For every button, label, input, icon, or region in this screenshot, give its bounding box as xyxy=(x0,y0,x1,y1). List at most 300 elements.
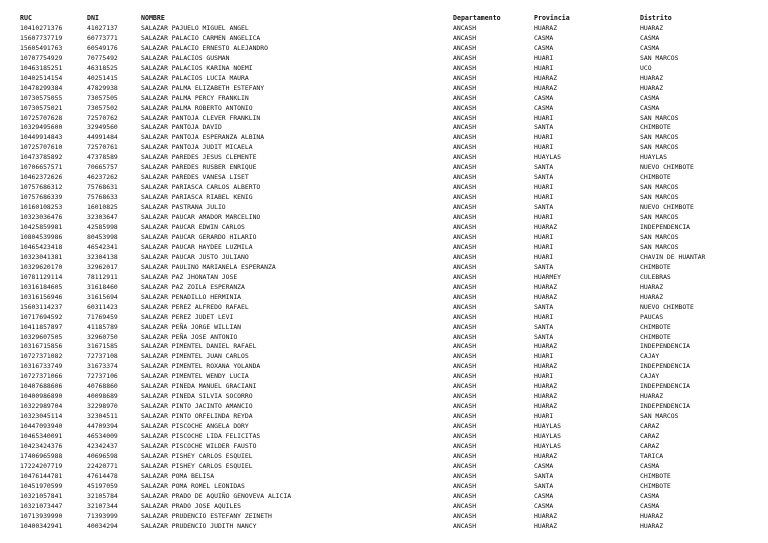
dni-cell: 32304138 xyxy=(87,252,118,261)
ruc-cell: 10407688606 xyxy=(20,382,63,391)
provincia-cell: HUARAZ xyxy=(534,223,558,232)
nombre-cell: SALAZAR PAUCAR HAYDEE LUZMILA xyxy=(141,242,253,251)
distrito-cell: CARAZ xyxy=(640,422,660,431)
dni-cell: 46534009 xyxy=(87,432,118,441)
dni-cell: 40034294 xyxy=(87,521,118,530)
departamento-cell: ANCASH xyxy=(453,332,477,341)
nombre-cell: SALAZAR PANTOJA ESPERANZA ALBINA xyxy=(141,133,265,142)
provincia-cell: HUARAZ xyxy=(534,362,558,371)
provincia-cell: HUARI xyxy=(534,143,554,152)
header-dni: DNI xyxy=(87,14,99,22)
table-row xyxy=(20,522,750,532)
table-row xyxy=(20,323,750,333)
ruc-cell: 10725707610 xyxy=(20,143,63,152)
table-row xyxy=(20,472,750,482)
nombre-cell: SALAZAR PAUCAR GERARDO HILARIO xyxy=(141,232,257,241)
ruc-cell: 10465423418 xyxy=(20,242,63,251)
provincia-cell: HUARI xyxy=(534,113,554,122)
departamento-cell: ANCASH xyxy=(453,113,477,122)
provincia-cell: HUAYLAS xyxy=(534,432,561,441)
dni-cell: 60773771 xyxy=(87,33,118,42)
departamento-cell: ANCASH xyxy=(453,302,477,311)
table-row xyxy=(20,84,750,94)
table-row xyxy=(20,173,750,183)
table-row xyxy=(20,342,750,352)
departamento-cell: ANCASH xyxy=(453,33,477,42)
departamento-cell: ANCASH xyxy=(453,342,477,351)
ruc-cell: 10411857897 xyxy=(20,322,63,331)
table-row xyxy=(20,193,750,203)
provincia-cell: SANTA xyxy=(534,163,554,172)
distrito-cell: SAN MARCOS xyxy=(640,213,679,222)
nombre-cell: SALAZAR PINEDA SILVIA SOCORRO xyxy=(141,392,253,401)
ruc-cell: 10463185251 xyxy=(20,63,63,72)
nombre-cell: SALAZAR PAJUELO MIGUEL ANGEL xyxy=(141,23,249,32)
dni-cell: 44709394 xyxy=(87,422,118,431)
ruc-cell: 10329620170 xyxy=(20,262,63,271)
nombre-cell: SALAZAR PISHEY CARLOS ESQUIEL xyxy=(141,461,253,470)
provincia-cell: SANTA xyxy=(534,481,554,490)
nombre-cell: SALAZAR PAUCAR EDWIN CARLOS xyxy=(141,223,245,232)
distrito-cell: CAJAY xyxy=(640,352,660,361)
ruc-cell: 10447093940 xyxy=(20,422,63,431)
dni-cell: 32105784 xyxy=(87,491,118,500)
provincia-cell: CASMA xyxy=(534,43,554,52)
header-row xyxy=(20,14,750,24)
departamento-cell: ANCASH xyxy=(453,53,477,62)
ruc-cell: 10473785892 xyxy=(20,153,63,162)
nombre-cell: SALAZAR PIMENTEL ROXANA YOLANDA xyxy=(141,362,261,371)
ruc-cell: 10730575055 xyxy=(20,93,63,102)
departamento-cell: ANCASH xyxy=(453,511,477,520)
ruc-cell: 10402514154 xyxy=(20,73,63,82)
ruc-cell: 10423424376 xyxy=(20,441,63,450)
nombre-cell: SALAZAR PALMA PERCY FRANKLIN xyxy=(141,93,249,102)
departamento-cell: ANCASH xyxy=(453,262,477,271)
provincia-cell: SANTA xyxy=(534,332,554,341)
departamento-cell: ANCASH xyxy=(453,93,477,102)
ruc-cell: 10321073447 xyxy=(20,501,63,510)
dni-cell: 40251415 xyxy=(87,73,118,82)
nombre-cell: SALAZAR PALMA ROBERTO ANTONIO xyxy=(141,103,253,112)
header-provincia: Provincia xyxy=(534,14,570,22)
departamento-cell: ANCASH xyxy=(453,441,477,450)
table-row xyxy=(20,133,750,143)
nombre-cell: SALAZAR PINEDA MANUEL GRACIANI xyxy=(141,382,257,391)
dni-cell: 60311423 xyxy=(87,302,118,311)
provincia-cell: HUARI xyxy=(534,63,554,72)
dni-cell: 80453998 xyxy=(87,232,118,241)
distrito-cell: CASMA xyxy=(640,491,660,500)
provincia-cell: HUARAZ xyxy=(534,382,558,391)
provincia-cell: HUARAZ xyxy=(534,73,558,82)
distrito-cell: PAUCAS xyxy=(640,312,664,321)
distrito-cell: CULEBRAS xyxy=(640,272,671,281)
nombre-cell: SALAZAR PEÑA JORGE WILLIAN xyxy=(141,322,242,331)
nombre-cell: SALAZAR PALACIOS LUCIA MAURA xyxy=(141,73,249,82)
nombre-cell: SALAZAR PEÑA JOSE ANTONIO xyxy=(141,332,238,341)
table-row xyxy=(20,512,750,522)
nombre-cell: SALAZAR PEREZ ALFREDO RAFAEL xyxy=(141,302,249,311)
ruc-cell: 15605491763 xyxy=(20,43,63,52)
table-row xyxy=(20,283,750,293)
provincia-cell: HUARI xyxy=(534,352,554,361)
departamento-cell: ANCASH xyxy=(453,372,477,381)
distrito-cell: HUARAZ xyxy=(640,282,664,291)
distrito-cell: NUEVO CHIMBOTE xyxy=(640,163,694,172)
nombre-cell: SALAZAR PINTO ORFELINDA REYDA xyxy=(141,412,253,421)
dni-cell: 46542341 xyxy=(87,242,118,251)
dni-cell: 60549176 xyxy=(87,43,118,52)
departamento-cell: ANCASH xyxy=(453,103,477,112)
distrito-cell: HUARAZ xyxy=(640,392,664,401)
departamento-cell: ANCASH xyxy=(453,481,477,490)
nombre-cell: SALAZAR PAUCAR JUSTO JULIANO xyxy=(141,252,249,261)
provincia-cell: SANTA xyxy=(534,322,554,331)
provincia-cell: SANTA xyxy=(534,471,554,480)
dni-cell: 41027137 xyxy=(87,23,118,32)
provincia-cell: HUARI xyxy=(534,412,554,421)
dni-cell: 32962017 xyxy=(87,262,118,271)
ruc-cell: 10757686339 xyxy=(20,193,63,202)
dni-cell: 40696598 xyxy=(87,451,118,460)
distrito-cell: CASMA xyxy=(640,461,660,470)
distrito-cell: CASMA xyxy=(640,33,660,42)
provincia-cell: SANTA xyxy=(534,173,554,182)
departamento-cell: ANCASH xyxy=(453,501,477,510)
departamento-cell: ANCASH xyxy=(453,153,477,162)
distrito-cell: CHIMBOTE xyxy=(640,322,671,331)
departamento-cell: ANCASH xyxy=(453,402,477,411)
dni-cell: 72570762 xyxy=(87,113,118,122)
table-row xyxy=(20,352,750,362)
departamento-cell: ANCASH xyxy=(453,183,477,192)
distrito-cell: SAN MARCOS xyxy=(640,242,679,251)
departamento-cell: ANCASH xyxy=(453,163,477,172)
provincia-cell: HUARAZ xyxy=(534,342,558,351)
nombre-cell: SALAZAR PAREDES VANESA LISET xyxy=(141,173,249,182)
departamento-cell: ANCASH xyxy=(453,73,477,82)
distrito-cell: INDEPENDENCIA xyxy=(640,402,691,411)
provincia-cell: HUARI xyxy=(534,213,554,222)
nombre-cell: SALAZAR PINTO JACINTO AMANCIO xyxy=(141,402,253,411)
departamento-cell: ANCASH xyxy=(453,352,477,361)
provincia-cell: CASMA xyxy=(534,103,554,112)
ruc-cell: 10160108253 xyxy=(20,203,63,212)
provincia-cell: HUAYLAS xyxy=(534,153,561,162)
nombre-cell: SALAZAR PISCOCHE ANGELA DORY xyxy=(141,422,249,431)
provincia-cell: HUARAZ xyxy=(534,392,558,401)
distrito-cell: SAN MARCOS xyxy=(640,412,679,421)
distrito-cell: HUARAZ xyxy=(640,511,664,520)
departamento-cell: ANCASH xyxy=(453,133,477,142)
dni-cell: 41185789 xyxy=(87,322,118,331)
distrito-cell: CHAVIN DE HUANTAR xyxy=(640,252,706,261)
table-row xyxy=(20,432,750,442)
provincia-cell: HUARI xyxy=(534,183,554,192)
provincia-cell: HUARI xyxy=(534,53,554,62)
ruc-cell: 17224207719 xyxy=(20,461,63,470)
distrito-cell: SAN MARCOS xyxy=(640,143,679,152)
distrito-cell: SAN MARCOS xyxy=(640,183,679,192)
table-row xyxy=(20,253,750,263)
provincia-cell: HUARAZ xyxy=(534,451,558,460)
dni-cell: 16010825 xyxy=(87,203,118,212)
dni-cell: 32303647 xyxy=(87,213,118,222)
departamento-cell: ANCASH xyxy=(453,432,477,441)
provincia-cell: HUARI xyxy=(534,252,554,261)
ruc-cell: 10717694592 xyxy=(20,312,63,321)
nombre-cell: SALAZAR PIMENTEL DANIEL RAFAEL xyxy=(141,342,257,351)
departamento-cell: ANCASH xyxy=(453,292,477,301)
ruc-cell: 10316184605 xyxy=(20,282,63,291)
distrito-cell: TARICA xyxy=(640,451,664,460)
table-row xyxy=(20,482,750,492)
table-row xyxy=(20,303,750,313)
ruc-cell: 10449914843 xyxy=(20,133,63,142)
ruc-cell: 10707754929 xyxy=(20,53,63,62)
table-row xyxy=(20,422,750,432)
table-row xyxy=(20,412,750,422)
distrito-cell: CHIMBOTE xyxy=(640,471,671,480)
distrito-cell: INDEPENDENCIA xyxy=(640,362,691,371)
table-row xyxy=(20,163,750,173)
provincia-cell: HUARAZ xyxy=(534,83,558,92)
dni-cell: 72570761 xyxy=(87,143,118,152)
ruc-cell: 10713939990 xyxy=(20,511,63,520)
departamento-cell: ANCASH xyxy=(453,63,477,72)
nombre-cell: SALAZAR PIMENTEL WENDY LUCIA xyxy=(141,372,249,381)
departamento-cell: ANCASH xyxy=(453,83,477,92)
provincia-cell: HUARAZ xyxy=(534,402,558,411)
nombre-cell: SALAZAR PRUDENCIO JUDITH NANCY xyxy=(141,521,257,530)
dni-cell: 32107344 xyxy=(87,501,118,510)
ruc-cell: 10462372626 xyxy=(20,173,63,182)
table-row xyxy=(20,34,750,44)
provincia-cell: CASMA xyxy=(534,33,554,42)
dni-cell: 47378589 xyxy=(87,153,118,162)
dni-cell: 72737106 xyxy=(87,372,118,381)
dni-cell: 31671585 xyxy=(87,342,118,351)
distrito-cell: CAJAY xyxy=(640,372,660,381)
dni-cell: 73057502 xyxy=(87,103,118,112)
departamento-cell: ANCASH xyxy=(453,491,477,500)
dni-cell: 40098689 xyxy=(87,392,118,401)
provincia-cell: CASMA xyxy=(534,501,554,510)
departamento-cell: ANCASH xyxy=(453,451,477,460)
table-row xyxy=(20,333,750,343)
departamento-cell: ANCASH xyxy=(453,173,477,182)
distrito-cell: SAN MARCOS xyxy=(640,133,679,142)
table-row xyxy=(20,54,750,64)
distrito-cell: INDEPENDENCIA xyxy=(640,223,691,232)
dni-cell: 32298970 xyxy=(87,402,118,411)
table-row xyxy=(20,462,750,472)
ruc-cell: 10725707628 xyxy=(20,113,63,122)
header-departamento: Departamento xyxy=(453,14,501,22)
distrito-cell: SAN MARCOS xyxy=(640,232,679,241)
departamento-cell: ANCASH xyxy=(453,471,477,480)
distrito-cell: NUEVO CHIMBOTE xyxy=(640,302,694,311)
table-row xyxy=(20,442,750,452)
dni-cell: 70665757 xyxy=(87,163,118,172)
distrito-cell: CHIMBOTE xyxy=(640,332,671,341)
dni-cell: 44991484 xyxy=(87,133,118,142)
ruc-cell: 10730575021 xyxy=(20,103,63,112)
provincia-cell: HUARI xyxy=(534,232,554,241)
distrito-cell: CHIMBOTE xyxy=(640,123,671,132)
departamento-cell: ANCASH xyxy=(453,382,477,391)
dni-cell: 32949560 xyxy=(87,123,118,132)
provincia-cell: CASMA xyxy=(534,93,554,102)
table-row xyxy=(20,502,750,512)
departamento-cell: ANCASH xyxy=(453,213,477,222)
nombre-cell: SALAZAR PALACIOS GUSMAN xyxy=(141,53,230,62)
table-row xyxy=(20,143,750,153)
table-row xyxy=(20,372,750,382)
distrito-cell: HUARAZ xyxy=(640,83,664,92)
ruc-cell: 15607737719 xyxy=(20,33,63,42)
dni-cell: 47829938 xyxy=(87,83,118,92)
provincia-cell: HUARAZ xyxy=(534,23,558,32)
dni-cell: 46237262 xyxy=(87,173,118,182)
ruc-cell: 10400986890 xyxy=(20,392,63,401)
table-row xyxy=(20,183,750,193)
departamento-cell: ANCASH xyxy=(453,123,477,132)
nombre-cell: SALAZAR POMA BELISA xyxy=(141,471,215,480)
departamento-cell: ANCASH xyxy=(453,203,477,212)
provincia-cell: CASMA xyxy=(534,491,554,500)
distrito-cell: HUARAZ xyxy=(640,292,664,301)
provincia-cell: SANTA xyxy=(534,262,554,271)
dni-cell: 31615694 xyxy=(87,292,118,301)
header-distrito: Distrito xyxy=(640,14,672,22)
dni-cell: 71769459 xyxy=(87,312,118,321)
departamento-cell: ANCASH xyxy=(453,362,477,371)
table-row xyxy=(20,24,750,34)
provincia-cell: HUARAZ xyxy=(534,282,558,291)
distrito-cell: CARAZ xyxy=(640,441,660,450)
provincia-cell: HUARMEY xyxy=(534,272,561,281)
provincia-cell: SANTA xyxy=(534,302,554,311)
distrito-cell: CARAZ xyxy=(640,432,660,441)
provincia-cell: HUARI xyxy=(534,242,554,251)
nombre-cell: SALAZAR PAREDES JESUS CLEMENTE xyxy=(141,153,257,162)
ruc-cell: 10410271376 xyxy=(20,23,63,32)
provincia-cell: HUARI xyxy=(534,372,554,381)
nombre-cell: SALAZAR PAZ JHONATAN JOSE xyxy=(141,272,238,281)
table-row xyxy=(20,114,750,124)
departamento-cell: ANCASH xyxy=(453,43,477,52)
nombre-cell: SALAZAR PANTOJA DAVID xyxy=(141,123,222,132)
nombre-cell: SALAZAR PASTRANA JULIO xyxy=(141,203,226,212)
nombre-cell: SALAZAR PARIASCA RIABEL KENIG xyxy=(141,193,253,202)
distrito-cell: CHIMBOTE xyxy=(640,262,671,271)
distrito-cell: HUARAZ xyxy=(640,73,664,82)
nombre-cell: SALAZAR PAZ ZOILA ESPERANZA xyxy=(141,282,245,291)
provincia-cell: SANTA xyxy=(534,203,554,212)
ruc-cell: 10706657571 xyxy=(20,163,63,172)
nombre-cell: SALAZAR PAULINO MARIANELA ESPERANZA xyxy=(141,262,276,271)
departamento-cell: ANCASH xyxy=(453,412,477,421)
table-row xyxy=(20,392,750,402)
dni-cell: 22420771 xyxy=(87,461,118,470)
nombre-cell: SALAZAR PAUCAR AMADOR MARCELINO xyxy=(141,213,261,222)
ruc-cell: 10451970599 xyxy=(20,481,63,490)
dni-cell: 40768860 xyxy=(87,382,118,391)
departamento-cell: ANCASH xyxy=(453,272,477,281)
table-row xyxy=(20,293,750,303)
provincia-cell: HUAYLAS xyxy=(534,441,561,450)
departamento-cell: ANCASH xyxy=(453,23,477,32)
ruc-cell: 17406965988 xyxy=(20,451,63,460)
nombre-cell: SALAZAR PISCOCHE WILDER FAUSTO xyxy=(141,441,257,450)
dni-cell: 42342437 xyxy=(87,441,118,450)
distrito-cell: HUARAZ xyxy=(640,23,664,32)
dni-cell: 46318525 xyxy=(87,63,118,72)
nombre-cell: SALAZAR PISHEY CARLOS ESQUIEL xyxy=(141,451,253,460)
nombre-cell: SALAZAR PRADO JOSE AQUILES xyxy=(141,501,242,510)
table-body xyxy=(20,24,750,532)
nombre-cell: SALAZAR PANTOJA CLEVER FRANKLIN xyxy=(141,113,261,122)
departamento-cell: ANCASH xyxy=(453,143,477,152)
ruc-cell: 10316156946 xyxy=(20,292,63,301)
nombre-cell: SALAZAR PENADILLO HERMINIA xyxy=(141,292,242,301)
ruc-cell: 10329495600 xyxy=(20,123,63,132)
ruc-cell: 10323036476 xyxy=(20,213,63,222)
departamento-cell: ANCASH xyxy=(453,223,477,232)
distrito-cell: INDEPENDENCIA xyxy=(640,342,691,351)
provincia-cell: HUARI xyxy=(534,312,554,321)
table-row xyxy=(20,94,750,104)
table-row xyxy=(20,243,750,253)
dni-cell: 70775492 xyxy=(87,53,118,62)
distrito-cell: SAN MARCOS xyxy=(640,53,679,62)
distrito-cell: CHIMBOTE xyxy=(640,173,671,182)
departamento-cell: ANCASH xyxy=(453,282,477,291)
header-ruc: RUC xyxy=(20,14,32,22)
ruc-cell: 15603114237 xyxy=(20,302,63,311)
table-row xyxy=(20,313,750,323)
dni-cell: 47614478 xyxy=(87,471,118,480)
provincia-cell: HUAYLAS xyxy=(534,422,561,431)
dni-cell: 75768633 xyxy=(87,193,118,202)
distrito-cell: SAN MARCOS xyxy=(640,193,679,202)
departamento-cell: ANCASH xyxy=(453,193,477,202)
ruc-cell: 10400342941 xyxy=(20,521,63,530)
nombre-cell: SALAZAR PIMENTEL JUAN CARLOS xyxy=(141,352,249,361)
departamento-cell: ANCASH xyxy=(453,322,477,331)
table-row xyxy=(20,64,750,74)
provincia-cell: SANTA xyxy=(534,123,554,132)
table-row xyxy=(20,153,750,163)
dni-cell: 78112911 xyxy=(87,272,118,281)
departamento-cell: ANCASH xyxy=(453,252,477,261)
distrito-cell: UCO xyxy=(640,63,652,72)
provincia-cell: HUARAZ xyxy=(534,511,558,520)
dni-cell: 45197059 xyxy=(87,481,118,490)
table-row xyxy=(20,273,750,283)
ruc-cell: 10781129114 xyxy=(20,272,63,281)
table-row xyxy=(20,452,750,462)
nombre-cell: SALAZAR PRUDENCIO ESTEFANY ZEINETH xyxy=(141,511,272,520)
dni-cell: 71393999 xyxy=(87,511,118,520)
ruc-cell: 10329607505 xyxy=(20,332,63,341)
dni-cell: 42585998 xyxy=(87,223,118,232)
ruc-cell: 10804539986 xyxy=(20,232,63,241)
ruc-cell: 10425859981 xyxy=(20,223,63,232)
taxpayer-table xyxy=(20,14,750,532)
